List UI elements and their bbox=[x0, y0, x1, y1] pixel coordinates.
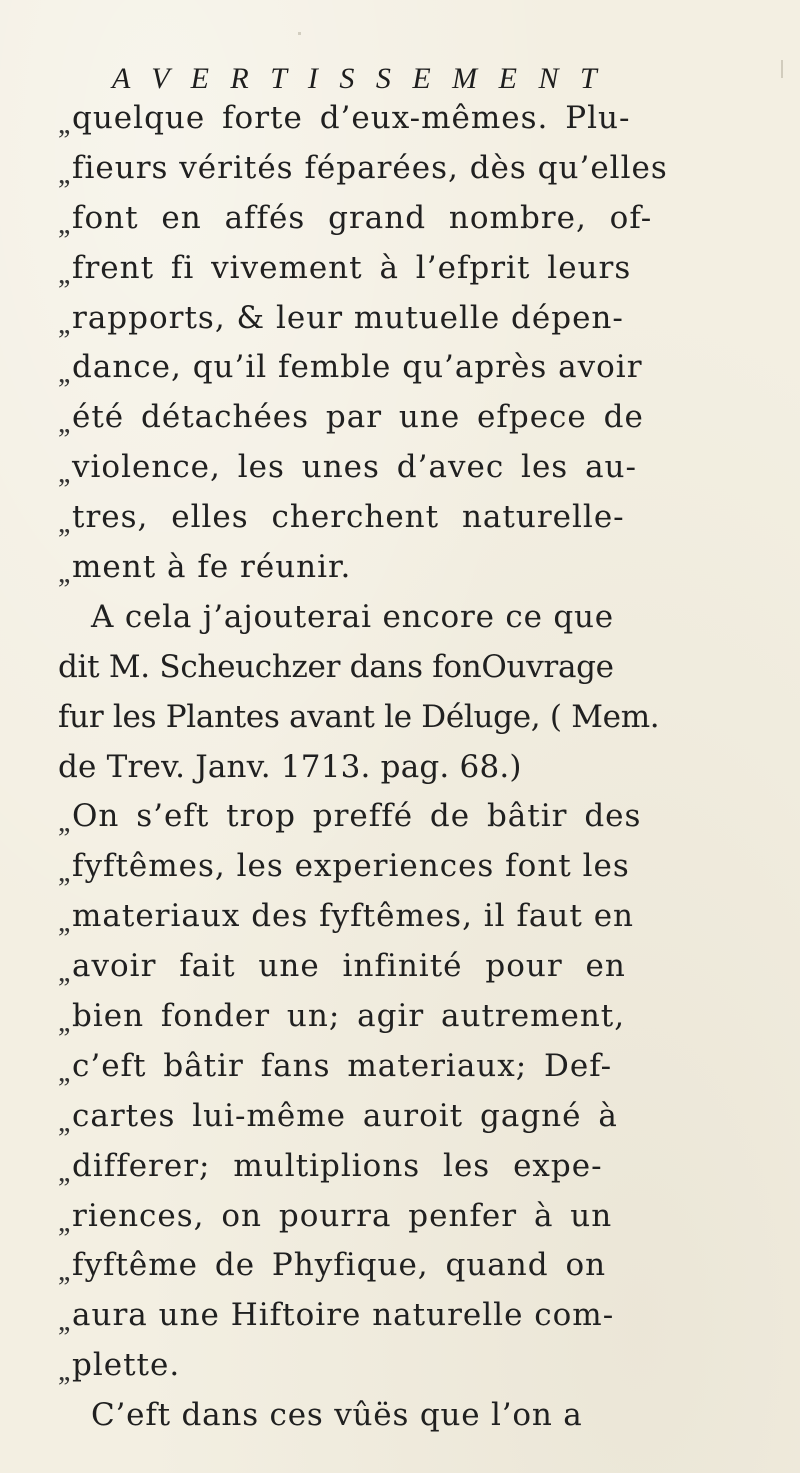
text-line bbox=[0, 443, 800, 493]
quote-mark: ,, bbox=[58, 1254, 69, 1288]
quote-mark: ,, bbox=[58, 156, 69, 190]
quote-mark: ,, bbox=[58, 1354, 69, 1388]
text-line-content: ment à fe réunir. bbox=[72, 549, 352, 586]
text-line-content: aura une Hiftoire naturelle com- bbox=[72, 1297, 615, 1334]
text-line bbox=[0, 1092, 800, 1142]
running-head: A V E R T I S S E M E N T bbox=[112, 62, 604, 95]
quote-mark: ,, bbox=[58, 1154, 69, 1188]
quote-mark: ,, bbox=[58, 1104, 69, 1138]
text-line bbox=[0, 1142, 800, 1192]
text-line bbox=[0, 1341, 800, 1391]
paper-speck bbox=[298, 32, 301, 35]
text-line-content: cartes lui-même auroit gagné à bbox=[72, 1097, 618, 1134]
quote-mark: ,, bbox=[58, 306, 69, 340]
text-line bbox=[0, 792, 800, 842]
quote-mark: ,, bbox=[58, 1054, 69, 1088]
quote-mark: ,, bbox=[58, 855, 69, 889]
text-line-content: dance, qu’il femble qu’après avoir bbox=[72, 349, 643, 386]
text-line bbox=[0, 1241, 800, 1291]
text-block bbox=[0, 94, 800, 1441]
quote-mark: ,, bbox=[58, 506, 69, 540]
text-line-content: été détachées par une efpece de bbox=[72, 399, 644, 436]
quote-mark: ,, bbox=[58, 456, 69, 490]
text-line bbox=[0, 1391, 800, 1441]
quote-mark: ,, bbox=[58, 955, 69, 989]
text-line bbox=[0, 1042, 800, 1092]
quote-mark: ,, bbox=[58, 107, 69, 140]
text-line-content: de Trev. Janv. 1713. pag. 68.) bbox=[58, 748, 522, 785]
quote-mark: ,, bbox=[58, 356, 69, 390]
text-line bbox=[0, 393, 800, 443]
text-line bbox=[0, 144, 800, 194]
text-line bbox=[0, 693, 800, 743]
text-line bbox=[0, 842, 800, 892]
text-line bbox=[0, 94, 800, 144]
text-line-content: fyftêmes, les experiences font les bbox=[72, 848, 630, 885]
text-line-content: riences, on pourra penfer à un bbox=[72, 1197, 613, 1234]
quote-mark: ,, bbox=[58, 1005, 69, 1039]
text-line-content: C’eft dans ces vûës que l’on a bbox=[91, 1397, 583, 1434]
text-line bbox=[0, 643, 800, 693]
text-line bbox=[0, 743, 800, 793]
quote-mark: ,, bbox=[58, 256, 69, 290]
quote-mark: ,, bbox=[58, 1204, 69, 1238]
quote-mark: ,, bbox=[58, 905, 69, 939]
quote-mark: ,, bbox=[58, 206, 69, 240]
text-line bbox=[0, 493, 800, 543]
text-line bbox=[0, 892, 800, 942]
text-line-content: tres, elles cherchent naturelle- bbox=[72, 499, 625, 536]
text-line bbox=[0, 942, 800, 992]
quote-mark: ,, bbox=[58, 805, 69, 839]
text-line-content: materiaux des fyftêmes, il faut en bbox=[72, 898, 634, 935]
quote-mark: ,, bbox=[58, 556, 69, 590]
text-line-content: bien fonder un; agir autrement, bbox=[72, 998, 626, 1035]
text-line-content: font en affés grand nombre, of- bbox=[72, 199, 653, 236]
text-line bbox=[0, 194, 800, 244]
text-line bbox=[0, 1291, 800, 1341]
text-line bbox=[0, 294, 800, 344]
text-line bbox=[0, 992, 800, 1042]
text-line-content: avoir fait une infinité pour en bbox=[72, 948, 626, 985]
text-line-content: violence, les unes d’avec les au- bbox=[72, 449, 637, 486]
quote-mark: ,, bbox=[58, 1304, 69, 1338]
text-line bbox=[0, 543, 800, 593]
text-line-content: fieurs vérités féparées, dès qu’elles bbox=[72, 149, 668, 186]
text-line-content: fur les Plantes avant le Déluge, ( Mem. bbox=[58, 698, 660, 735]
text-line-content: differer; multiplions les expe- bbox=[72, 1147, 603, 1184]
text-line-content: quelque forte d’eux-mêmes. Plu- bbox=[72, 100, 631, 136]
text-line bbox=[0, 244, 800, 294]
text-line-content: rapports, & leur mutuelle dépen- bbox=[72, 299, 624, 336]
text-line-content: c’eft bâtir fans materiaux; Def- bbox=[72, 1047, 613, 1084]
text-line-content: dit M. Scheuchzer dans fonOuvrage bbox=[58, 648, 614, 685]
text-line-content: On s’eft trop preffé de bâtir des bbox=[72, 798, 642, 835]
text-line bbox=[0, 343, 800, 393]
text-line-content: plette. bbox=[72, 1347, 181, 1384]
quote-mark: ,, bbox=[58, 406, 69, 440]
text-line-content: A cela j’ajouterai encore ce que bbox=[91, 598, 614, 635]
text-line bbox=[0, 593, 800, 643]
text-line-content: frent fi vivement à l’efprit leurs bbox=[72, 249, 632, 286]
text-line-content: fyftême de Phyfique, quand on bbox=[72, 1247, 607, 1284]
paper-speck bbox=[781, 60, 783, 78]
text-line bbox=[0, 1192, 800, 1242]
